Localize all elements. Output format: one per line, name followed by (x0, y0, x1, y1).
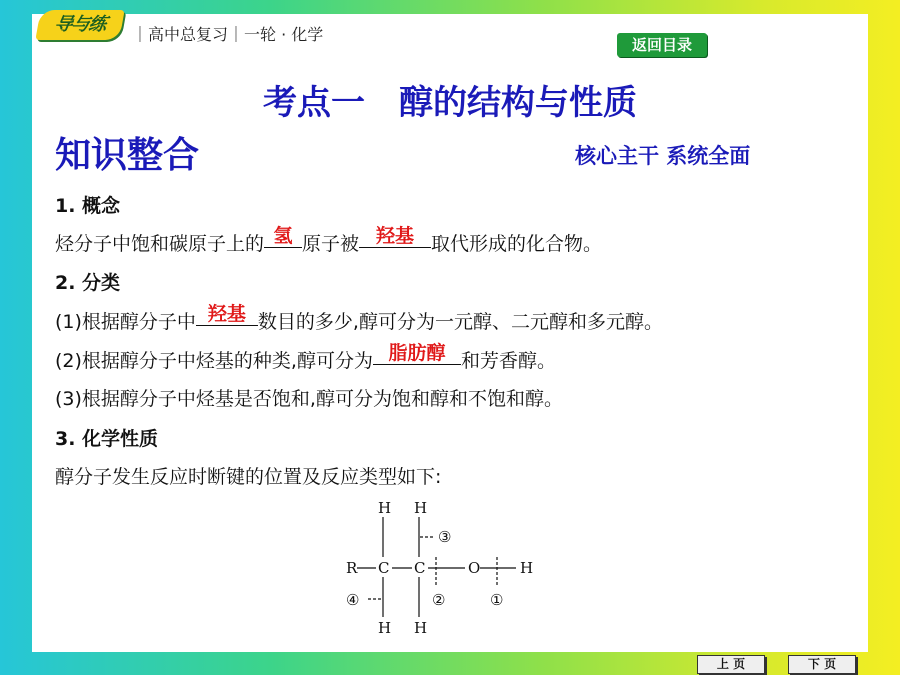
concept-heading: 1. 概念 (55, 195, 121, 217)
next-page-button[interactable]: 下 页 (788, 655, 856, 674)
concept-text-3: 取代形成的化合物。 (431, 233, 603, 255)
atom-h-bottom-1: H (378, 619, 392, 637)
concept-text-2: 原子被 (302, 233, 360, 255)
class2-text-1: (2)根据醇分子中烃基的种类,醇可分为 (55, 350, 373, 372)
atom-h-top-2: H (414, 499, 428, 517)
class1-text-1: (1)根据醇分子中 (55, 311, 196, 333)
answer-blank-hydroxyl: 羟基 (359, 225, 431, 248)
atom-h-top-1: H (378, 499, 392, 517)
classification-line-2 (55, 342, 556, 373)
bond-label-1: ① (490, 591, 504, 609)
atom-h-bottom-2: H (414, 619, 428, 637)
bond-label-2: ② (432, 591, 446, 609)
answer-blank-hydroxyl-count: 羟基 (196, 303, 258, 326)
bond-label-4: ④ (346, 591, 360, 609)
atom-c1: C (378, 559, 390, 577)
atom-o: O (468, 559, 481, 577)
atom-r: R (346, 559, 358, 577)
classification-heading: 2. 分类 (55, 272, 121, 294)
bond-label-3: ③ (438, 528, 452, 546)
prev-page-button[interactable]: 上 页 (697, 655, 765, 674)
brand-logo: 导与练 (35, 10, 124, 40)
chemical-properties-text: 醇分子发生反应时断键的位置及反应类型如下: (55, 466, 442, 488)
class2-text-2: 和芳香醇。 (460, 350, 556, 372)
answer-blank-aliphatic: 脂肪醇 (373, 342, 461, 365)
answer-blank-hydrogen: 氢 (264, 225, 302, 248)
class1-text-2: 数目的多少,醇可分为一元醇、二元醇和多元醇。 (257, 311, 663, 333)
classification-line-3: (3)根据醇分子中烃基是否饱和,醇可分为饱和醇和不饱和醇。 (55, 388, 563, 410)
chemical-properties-heading: 3. 化学性质 (55, 428, 159, 450)
atom-h-end: H (520, 559, 534, 577)
atom-c2: C (414, 559, 426, 577)
page-title: 考点一 醇的结构与性质 (263, 83, 637, 123)
section-subtitle: 核心主干 系统全面 (575, 144, 751, 168)
classification-line-1 (55, 303, 663, 334)
course-breadcrumb: ｜高中总复习｜一轮 · 化学 (132, 25, 324, 44)
back-to-contents-button[interactable]: 返回目录 (617, 33, 707, 57)
concept-line (55, 225, 603, 256)
alcohol-bond-diagram (340, 495, 560, 645)
section-heading: 知识整合 (55, 135, 200, 176)
concept-text-1: 烃分子中饱和碳原子上的 (55, 233, 265, 255)
